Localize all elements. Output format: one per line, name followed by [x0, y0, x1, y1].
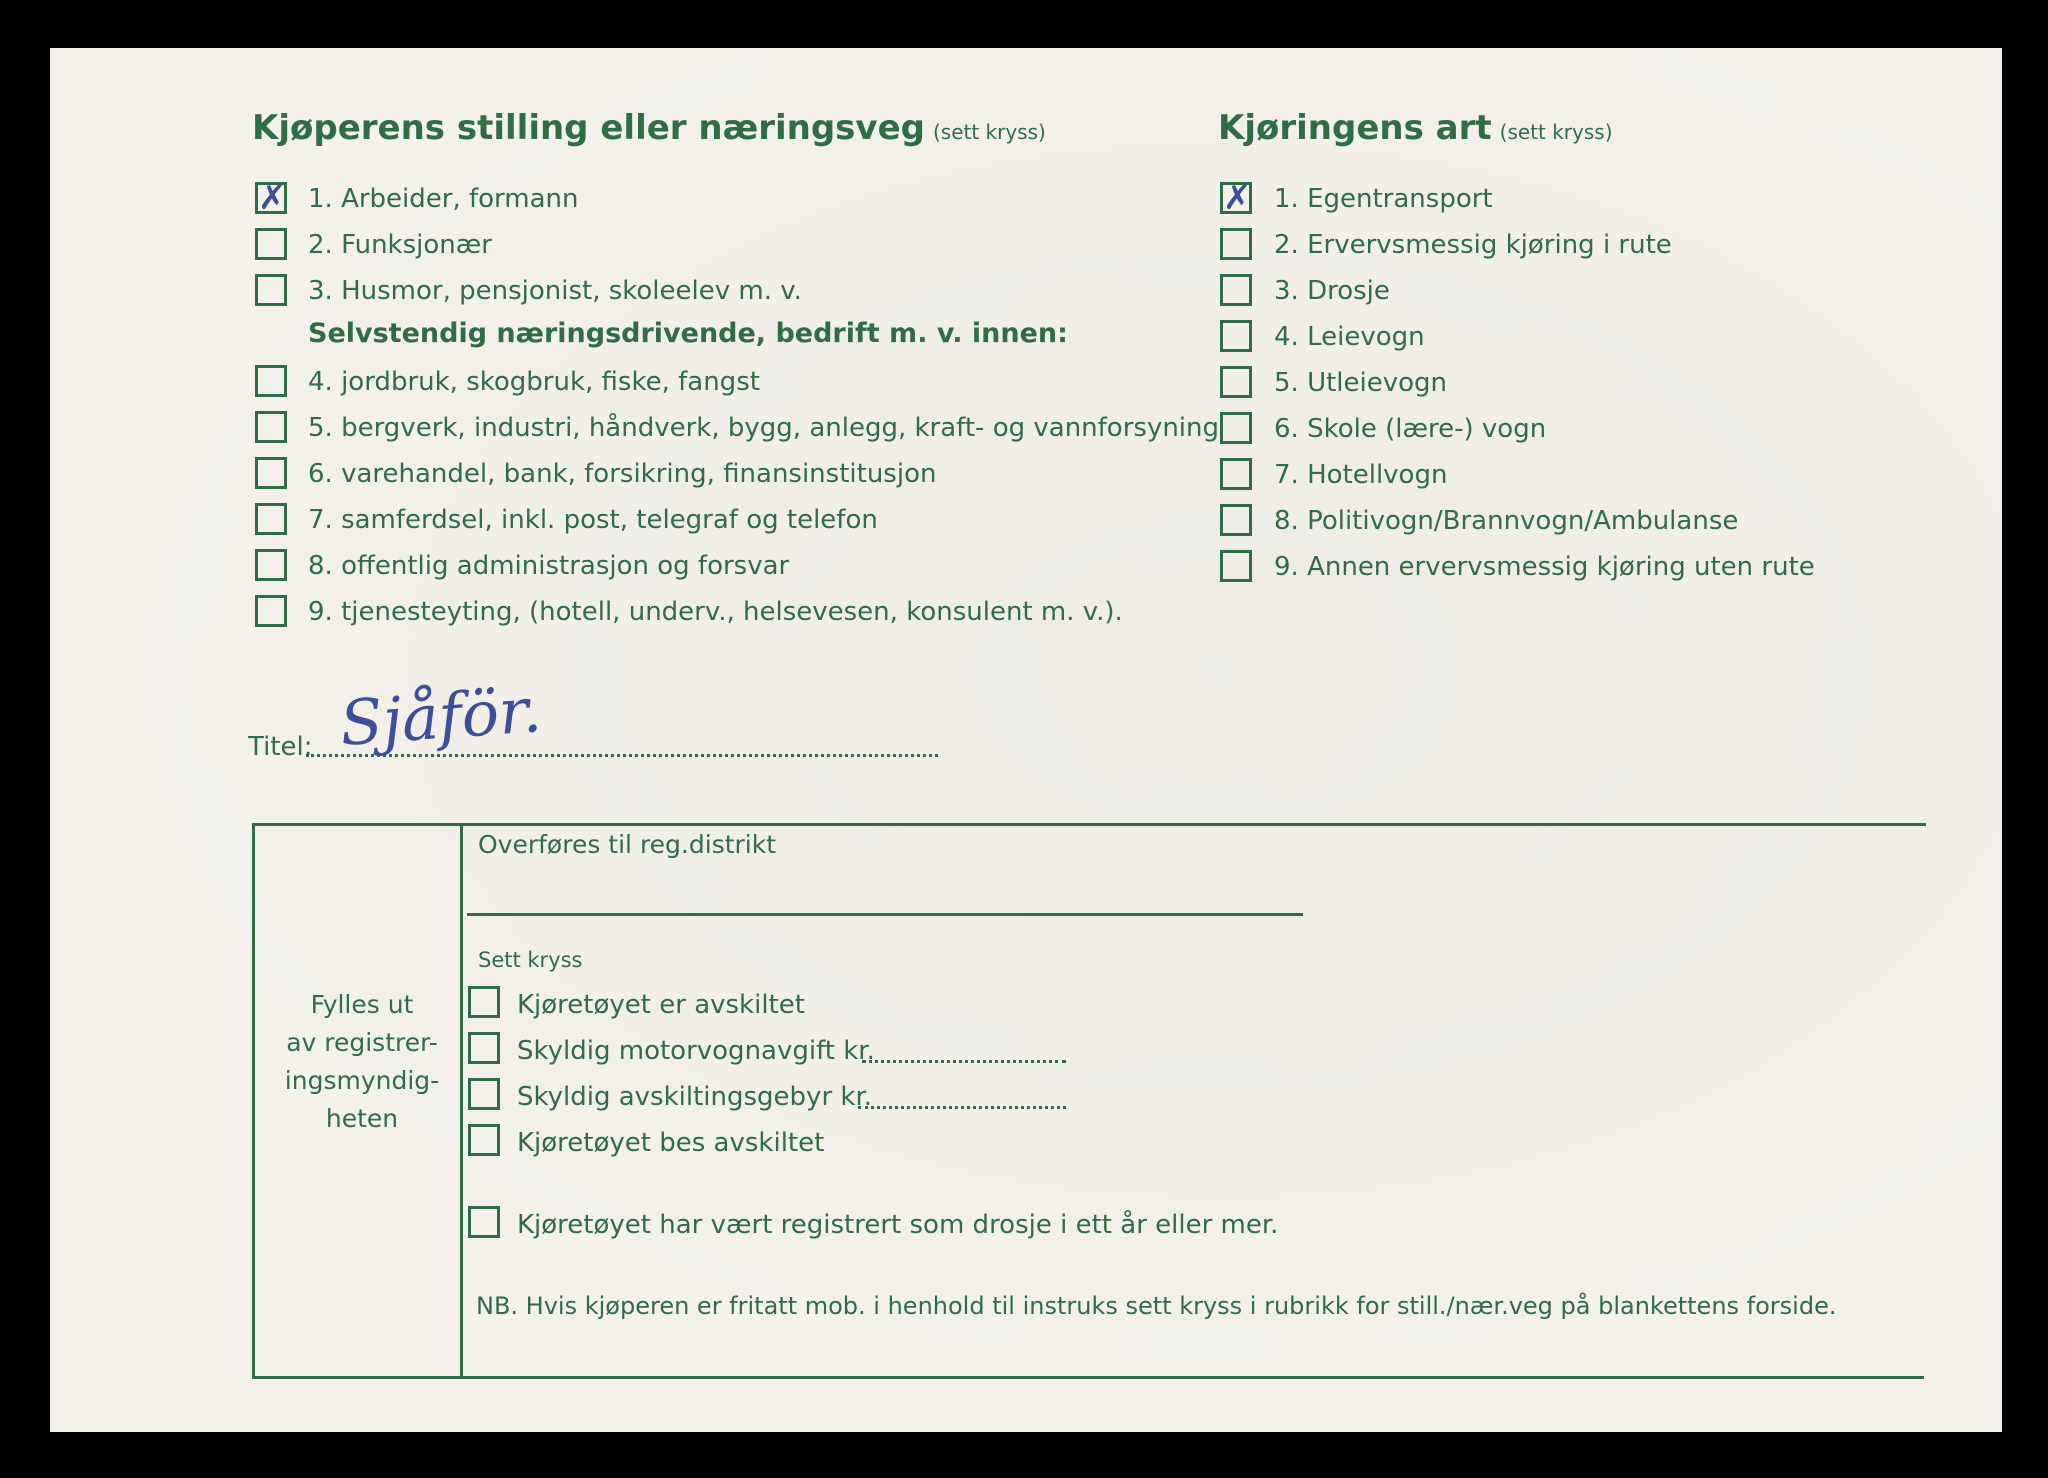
buyer-occupation-note: (sett kryss) [932, 120, 1046, 144]
occupation-label-2: 2. Funksjonær [308, 230, 492, 260]
registry-authority-label-line: av registrer- [286, 1028, 438, 1057]
checkbox-driving-1[interactable] [1220, 178, 1252, 218]
driving-label-9: 9. Annen ervervsmessig kjøring uten rute [1274, 552, 1815, 582]
checkbox-driving-5[interactable] [1220, 366, 1252, 398]
transfer-district-label: Overføres til reg.distrikt [478, 830, 777, 859]
driving-label-4: 4. Leievogn [1274, 322, 1425, 352]
driving-label-3: 3. Drosje [1274, 276, 1390, 306]
driving-label-7: 7. Hotellvogn [1274, 460, 1448, 490]
checkbox-driving-3[interactable] [1220, 274, 1252, 306]
checkbox-driving-9[interactable] [1220, 550, 1252, 582]
checkbox-occupation-2[interactable] [255, 228, 287, 260]
occupation-label-4: 4. jordbruk, skogbruk, fiske, fangst [308, 367, 760, 397]
exemption-note: NB. Hvis kjøperen er fritatt mob. i henhold til instruks sett kryss i rubrikk for still./nær.veg på blankettens forside. [476, 1292, 1837, 1320]
registry-box-left-border [252, 823, 255, 1379]
checkbox-occupation-7[interactable] [255, 503, 287, 535]
driving-label-1: 1. Egentransport [1274, 184, 1493, 214]
request-deregistration-label: Kjøretøyet bes avskiltet [517, 1128, 825, 1158]
checkbox-occupation-1[interactable] [255, 178, 287, 218]
checkbox-driving-8[interactable] [1220, 504, 1252, 536]
registry-authority-label-line: ingsmyndig- [284, 1066, 440, 1095]
driving-label-8: 8. Politivogn/Brannvogn/Ambulanse [1274, 506, 1739, 536]
driving-type-title: Kjøringens art [1218, 108, 1492, 148]
checkbox-driving-2[interactable] [1220, 228, 1252, 260]
deregistered-label: Kjøretøyet er avskiltet [517, 990, 805, 1020]
occupation-label-9: 9. tjenesteyting, (hotell, underv., helsevesen, konsulent m. v.). [308, 597, 1123, 627]
registry-authority-label-line: heten [325, 1104, 399, 1133]
registry-authority-label-line: Fylles ut [310, 990, 414, 1019]
checkbox-occupation-9[interactable] [255, 595, 287, 627]
transfer-district-line[interactable] [467, 913, 1303, 916]
sett-kryss-label: Sett kryss [478, 948, 583, 972]
registry-box-top-border [252, 823, 1926, 826]
checkbox-occupation-8[interactable] [255, 549, 287, 581]
checkbox-occupation-3[interactable] [255, 274, 287, 306]
checkbox-vehicle-tax-owed[interactable] [468, 1032, 500, 1064]
checkbox-driving-7[interactable] [1220, 458, 1252, 490]
checkbox-occupation-5[interactable] [255, 411, 287, 443]
occupation-label-8: 8. offentlig administrasjon og forsvar [308, 551, 790, 581]
occupation-label-6: 6. varehandel, bank, forsikring, finansinstitusjon [308, 459, 937, 489]
vehicle-tax-amount-field[interactable] [862, 1060, 1066, 1063]
buyer-occupation-title: Kjøperens stilling eller næringsveg [252, 108, 925, 148]
occupation-label-3: 3. Husmor, pensjonist, skoleelev m. v. [308, 276, 802, 306]
self-employed-subheading: Selvstendig næringsdrivende, bedrift m. v. innen: [308, 318, 1068, 349]
checkbox-request-deregistration[interactable] [468, 1124, 500, 1156]
registry-box-bottom-border [252, 1376, 1924, 1379]
title-handwritten-value: Sjåför. [337, 673, 544, 760]
driving-label-6: 6. Skole (lære-) vogn [1274, 414, 1547, 444]
occupation-label-1: 1. Arbeider, formann [308, 184, 579, 214]
driving-label-5: 5. Utleievogn [1274, 368, 1448, 398]
deregistration-fee-amount-field[interactable] [858, 1106, 1066, 1109]
checkbox-deregistration-fee-owed[interactable] [468, 1078, 500, 1110]
checkbox-occupation-4[interactable] [255, 365, 287, 397]
driving-type-heading [1218, 108, 1613, 148]
driving-label-2: 2. Ervervsmessig kjøring i rute [1274, 230, 1672, 260]
checkbox-occupation-6[interactable] [255, 457, 287, 489]
title-field-label: Titel: [248, 732, 313, 762]
checkbox-taxi-registered[interactable] [468, 1206, 500, 1238]
checkbox-driving-4[interactable] [1220, 320, 1252, 352]
checkbox-driving-6[interactable] [1220, 412, 1252, 444]
occupation-label-5: 5. bergverk, industri, håndverk, bygg, anlegg, kraft- og vannforsyning [308, 413, 1220, 443]
check-mark: ✗ [258, 178, 287, 218]
occupation-label-7: 7. samferdsel, inkl. post, telegraf og telefon [308, 505, 878, 535]
driving-type-note: (sett kryss) [1499, 120, 1613, 144]
vehicle-tax-owed-label: Skyldig motorvognavgift kr. [517, 1036, 875, 1066]
checkbox-deregistered[interactable] [468, 986, 500, 1018]
registry-authority-label [262, 986, 462, 1138]
buyer-occupation-heading [252, 108, 1046, 148]
check-mark: ✗ [1223, 178, 1252, 218]
taxi-registered-label: Kjøretøyet har vært registrert som drosje i ett år eller mer. [517, 1210, 1279, 1240]
deregistration-fee-owed-label: Skyldig avskiltingsgebyr kr. [517, 1082, 873, 1112]
